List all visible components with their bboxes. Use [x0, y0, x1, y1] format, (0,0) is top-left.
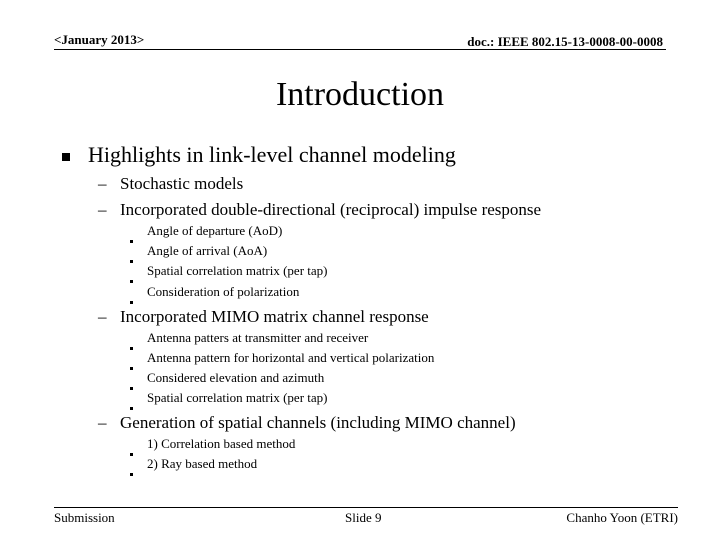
footer-submission: Submission — [54, 510, 115, 525]
sub2-item: Spatial correlation matrix (per tap) — [147, 263, 328, 278]
small-bullet-icon — [130, 250, 133, 268]
small-bullet-icon — [130, 357, 133, 375]
sub3-item: Considered elevation and azimuth — [147, 370, 325, 385]
dash-bullet-icon: – — [98, 413, 107, 432]
header-doc-id: doc.: IEEE 802.15-13-0008-00-0008 — [467, 34, 663, 49]
dash-bullet-icon: – — [98, 307, 107, 326]
sub3-item: Antenna patters at transmitter and receiver — [147, 330, 369, 345]
sub4-item: 2) Ray based method — [147, 456, 258, 471]
square-bullet-icon — [62, 148, 70, 166]
small-bullet-icon — [130, 230, 133, 248]
sub-bullet-3: Incorporated MIMO matrix channel response — [120, 307, 429, 326]
sub-bullet-1: Stochastic models — [120, 174, 244, 193]
sub2-item: Angle of departure (AoD) — [147, 223, 283, 238]
footer-slide-number: Slide 9 — [345, 510, 382, 525]
dash-bullet-icon: – — [98, 200, 107, 219]
sub2-item: Angle of arrival (AoA) — [147, 243, 268, 258]
footer-divider — [54, 507, 678, 508]
sub4-item: 1) Correlation based method — [147, 436, 296, 451]
dash-bullet-icon: – — [98, 174, 107, 193]
sub3-item: Antenna pattern for horizontal and vertical polarization — [147, 350, 435, 365]
small-bullet-icon — [130, 337, 133, 355]
header-divider — [54, 49, 666, 50]
small-bullet-icon — [130, 463, 133, 481]
small-bullet-icon — [130, 377, 133, 395]
sub3-item: Spatial correlation matrix (per tap) — [147, 390, 328, 405]
small-bullet-icon — [130, 270, 133, 288]
main-bullet-text: Highlights in link-level channel modeling — [88, 142, 456, 167]
small-bullet-icon — [130, 443, 133, 461]
footer-author: Chanho Yoon (ETRI) — [566, 510, 678, 525]
sub2-item: Consideration of polarization — [147, 284, 300, 299]
slide-title: Introduction — [275, 76, 445, 113]
header-date: <January 2013> — [54, 32, 145, 47]
sub-bullet-4: Generation of spatial channels (including MIMO channel) — [120, 413, 516, 432]
sub-bullet-2: Incorporated double-directional (reciprocal) impulse response — [120, 200, 542, 219]
